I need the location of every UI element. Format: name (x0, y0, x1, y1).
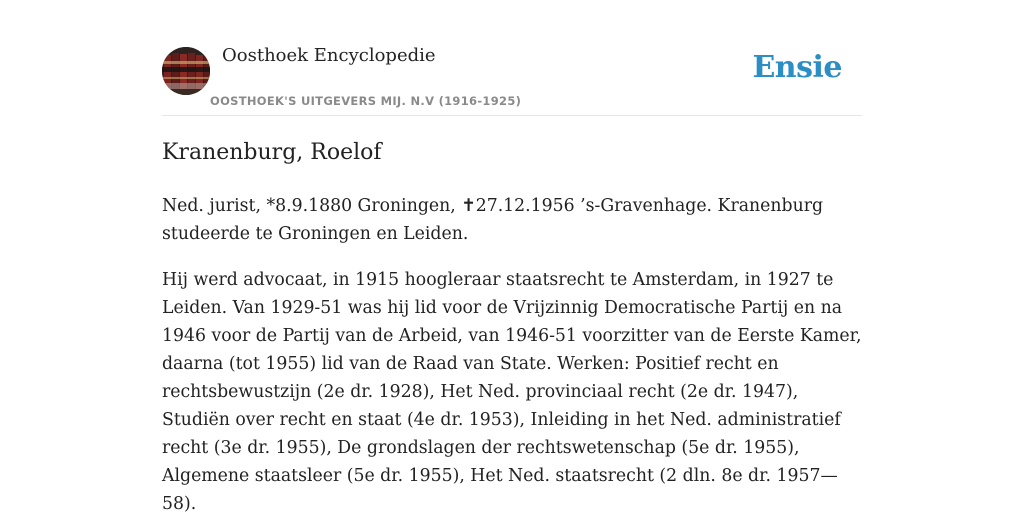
article-paragraph: Ned. jurist, *8.9.1880 Groningen, ✝27.12.1956 ’s-Gravenhage. Kranenburg studeerde te Groningen en Leiden. (162, 196, 824, 244)
publisher-label: OOSTHOEK'S UITGEVERS MIJ. N.V (1916-1925) (210, 94, 522, 108)
article-body (162, 192, 866, 512)
ensie-logo[interactable]: Ensie (752, 50, 842, 85)
site-header (162, 0, 862, 116)
article-paragraph: Hij werd advocaat, in 1915 hoogleraar staatsrecht te Amsterdam, in 1927 te Leiden. Van 1929-51 was hij lid voor de Vrijzinnig Democratische Partij en na 1946 voor de Partij van de Arbeid, van 1946-51 voorzitter van de Eerste Kamer, daarna (tot 1955) lid van de Raad van State. Werken: Positief recht en rechtsbewustzijn (2e dr. 1928), Het Ned. provinciaal recht (2e dr. 1947), Studiën over recht en staat (4e dr. 1953), Inleiding in het Ned. administratief recht (3e dr. 1955), De grondslagen der rechtswetenschap (5e dr. 1955), Algemene staatsleer (5e dr. 1955), Het Ned. staatsrecht (2 dln. 8e dr. 1957—58). (162, 270, 862, 512)
article-title: Kranenburg, Roelof (162, 140, 382, 165)
site-name[interactable]: Oosthoek Encyclopedie (222, 45, 436, 66)
encyclopedia-books-icon[interactable] (162, 47, 210, 95)
